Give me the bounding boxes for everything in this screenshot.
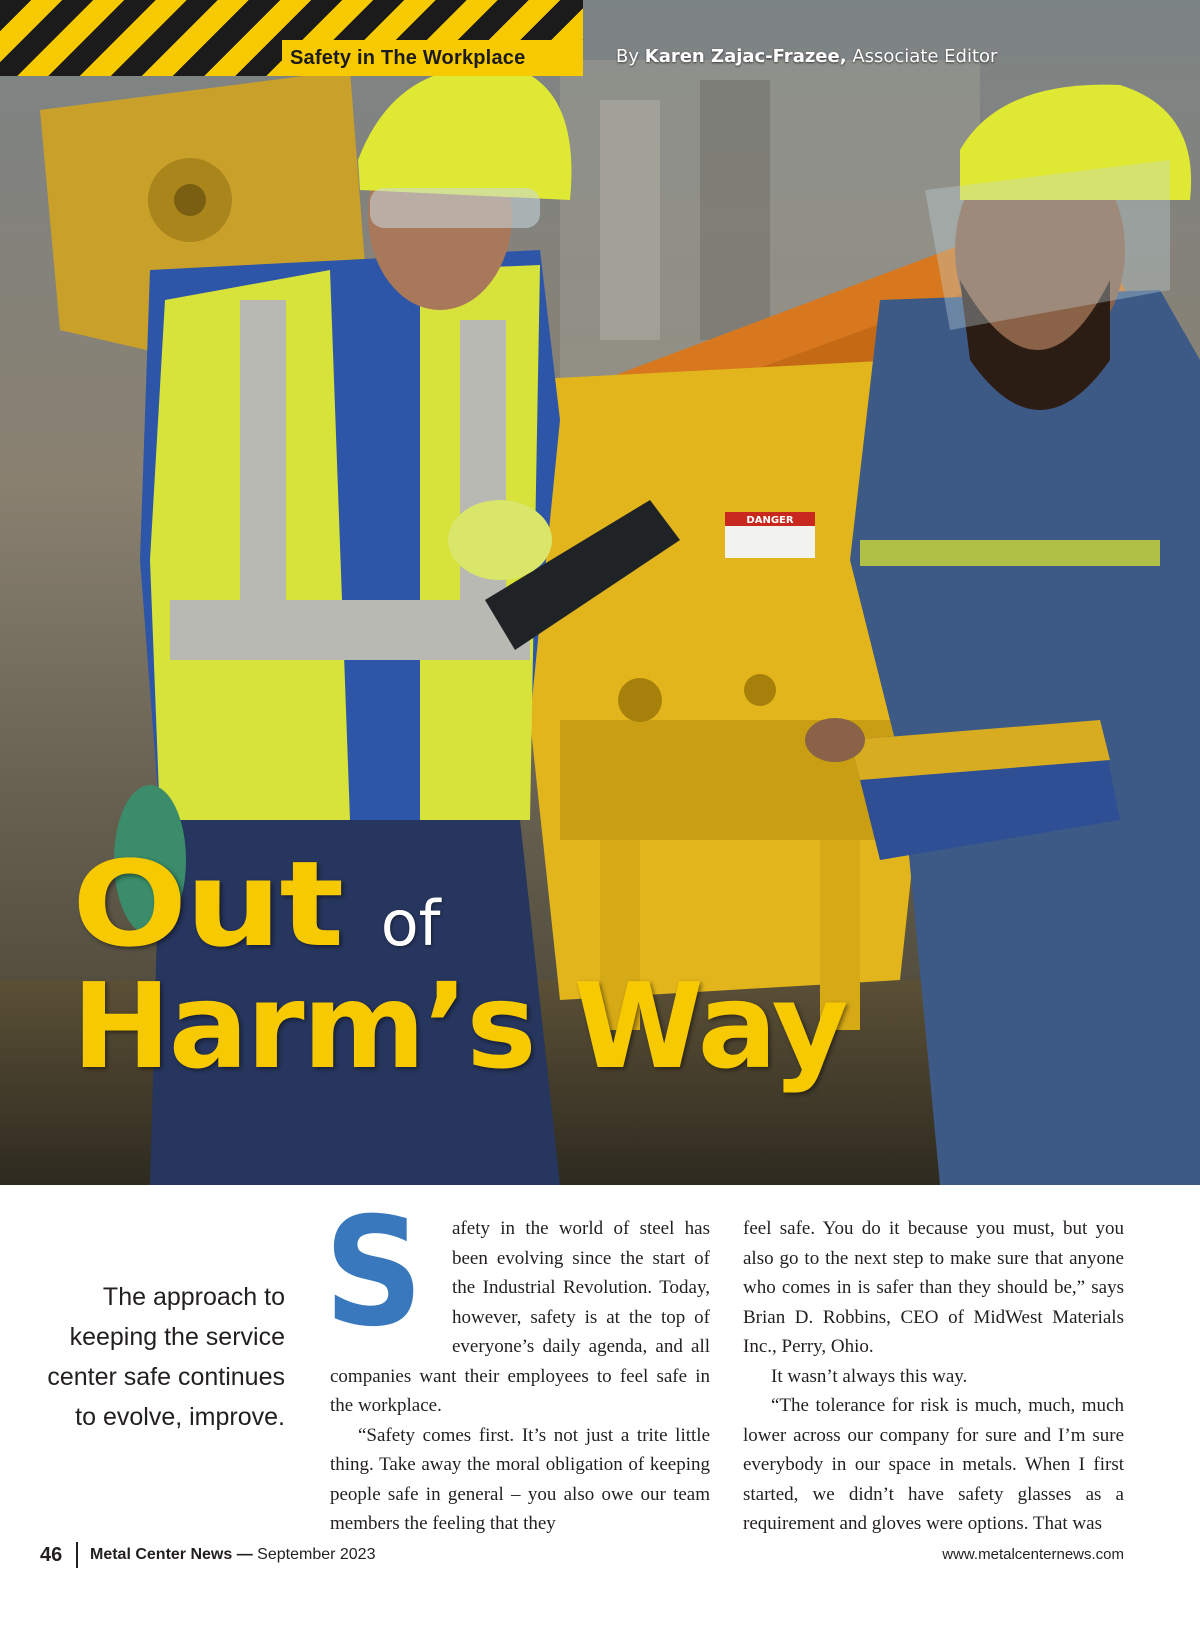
- danger-sign-text: DANGER: [746, 515, 794, 526]
- drop-cap: S: [324, 1186, 424, 1360]
- issue-date: September 2023: [257, 1546, 376, 1563]
- article-paragraph: “The tolerance for risk is much, much, much lower across our company for sure and I’m sure everybody in our space in metals. When I first started, we didn’t have safety glasses as a requirement and gloves were options. That was: [743, 1395, 1124, 1534]
- section-label: Safety in The Workplace: [282, 40, 583, 76]
- publication-line: [90, 1540, 375, 1570]
- author-name: Karen Zajac-Frazee,: [644, 46, 847, 67]
- article-deck: The approach to keeping the service center safe continues to evolve, improve.: [47, 1283, 285, 1431]
- publication-name: Metal Center News —: [90, 1546, 253, 1563]
- website-url[interactable]: www.metalcenternews.com: [942, 1546, 1124, 1563]
- headline: [72, 835, 1172, 1095]
- article-column-2: [743, 1214, 1124, 1539]
- article-paragraph: “Safety comes first. It’s not just a trite little thing. Take away the moral obligation of keeping people safe in general – you also owe our team members the feeling that they: [330, 1424, 710, 1534]
- headline-word-of: of: [380, 887, 441, 960]
- author-title: Associate Editor: [852, 46, 998, 67]
- article-column-1: [324, 1186, 710, 1539]
- byline: [616, 44, 997, 70]
- page-number: 46: [40, 1544, 63, 1566]
- headline-harms-way: Harm’s Way: [72, 957, 847, 1095]
- footer-divider: [76, 1542, 78, 1568]
- article-paragraph: It wasn’t always this way.: [771, 1365, 968, 1387]
- article-paragraph: feel safe. You do it because you must, but you also go to the next step to make sure that anyone who comes in is safer than they should be,” says Brian D. Robbins, CEO of MidWest Materials Inc., Perry, Ohio.: [743, 1218, 1124, 1357]
- byline-prefix: By: [616, 46, 640, 67]
- article-paragraph: afety in the world of steel has been evolving since the start of the Industrial Revolution. Today, however, safety is at the top of everyone’s daily agenda, and all companies want their employees to feel safe in the workplace.: [330, 1218, 710, 1416]
- headline-word-out: Out: [72, 835, 342, 973]
- page-footer: [40, 1540, 1124, 1570]
